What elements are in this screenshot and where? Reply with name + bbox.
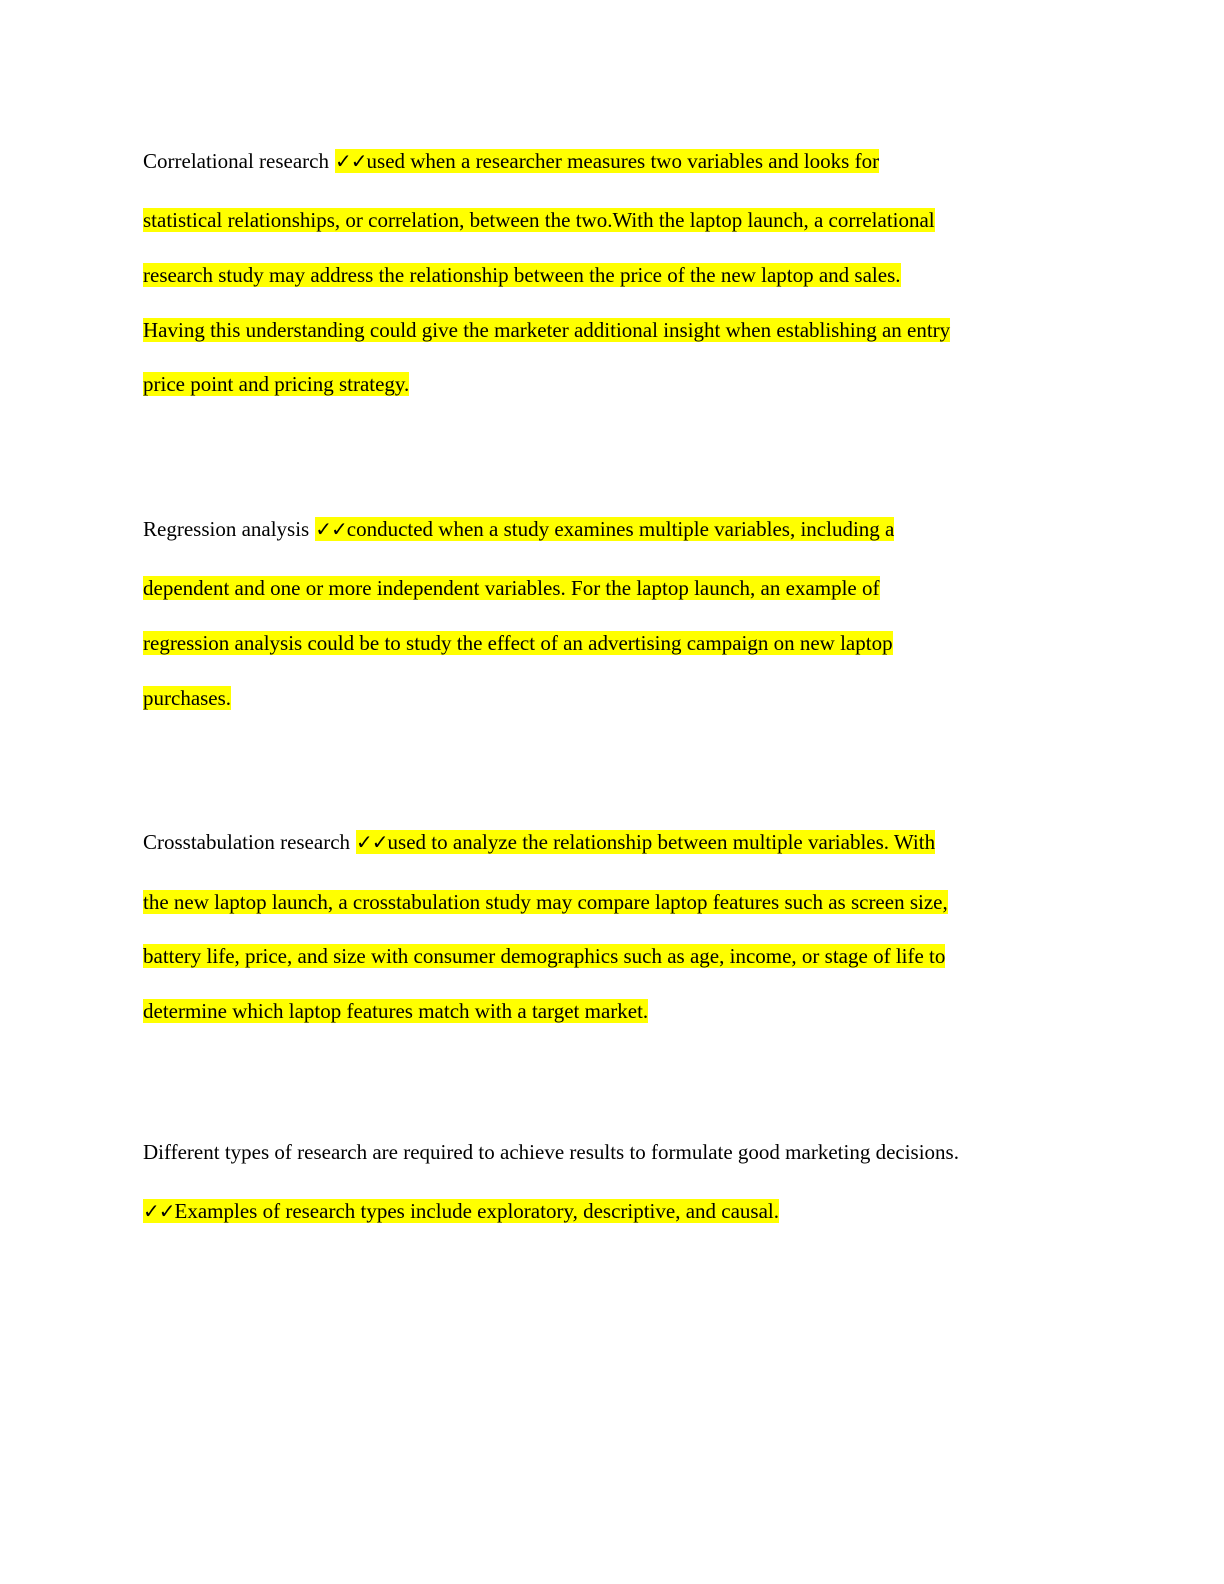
entry-2-term: Regression analysis [143,517,310,541]
entry-1-answer-line-3: research study may address the relationship between the price of the new laptop and sales. [143,263,901,287]
entry-2-line-4 [143,683,231,713]
entry-2-answer-line-2: dependent and one or more independent variables. For the laptop launch, an example of [143,576,880,600]
entry-3-answer-line-1: used to analyze the relationship between multiple variables. With [387,830,936,854]
entry-3-line-1 [143,827,935,857]
entry-1-answer-line-2: statistical relationships, or correlation, between the two.With the laptop launch, a correlational [143,208,935,232]
entry-2-answer-line-4: purchases. [143,686,232,710]
entry-3-answer-start [356,830,935,854]
entry-1-line-4 [143,315,950,345]
entry-4-answer-line-1: Examples of research types include exploratory, descriptive, and causal. [174,1199,780,1223]
entry-1-line-2 [143,205,935,235]
entry-1-answer-line-4: Having this understanding could give the marketer additional insight when establishing an entry [143,318,951,342]
entry-3-answer-line-4: determine which laptop features match with a target market. [143,999,649,1023]
entry-3-answer-line-2: the new laptop launch, a crosstabulation study may compare laptop features such as screen size, [143,890,948,914]
entry-4-term: Different types of research are required to achieve results to formulate good marketing decisions. [143,1140,959,1164]
check-mark-icon: ✓✓ [335,149,367,173]
entry-2-answer-line-1: conducted when a study examines multiple variables, including a [346,517,895,541]
entry-3-line-3 [143,941,945,971]
entry-1-answer-line-5: price point and pricing strategy. [143,372,410,396]
entry-4-answer-start [143,1199,779,1223]
check-mark-icon: ✓✓ [315,517,347,541]
entry-4-line-1 [143,1137,959,1167]
entry-1-line-1 [143,146,879,176]
entry-2-line-3 [143,628,893,658]
check-mark-icon: ✓✓ [143,1199,175,1223]
entry-3-line-2 [143,887,948,917]
entry-1-answer-line-1: used when a researcher measures two variables and looks for [366,149,880,173]
entry-2-line-2 [143,573,880,603]
entry-3-line-4 [143,996,648,1026]
entry-1-line-5 [143,369,409,399]
entry-1-line-3 [143,260,901,290]
entry-2-answer-start [315,517,894,541]
entry-3-answer-line-3: battery life, price, and size with consumer demographics such as age, income, or stage of life to [143,944,946,968]
entry-1-answer-start [335,149,879,173]
check-mark-icon: ✓✓ [356,830,388,854]
entry-2-answer-line-3: regression analysis could be to study the effect of an advertising campaign on new laptop [143,631,893,655]
entry-4-line-2 [143,1196,779,1226]
entry-2-line-1 [143,514,894,544]
entry-3-term: Crosstabulation research [143,830,351,854]
entry-1-term: Correlational research [143,149,329,173]
